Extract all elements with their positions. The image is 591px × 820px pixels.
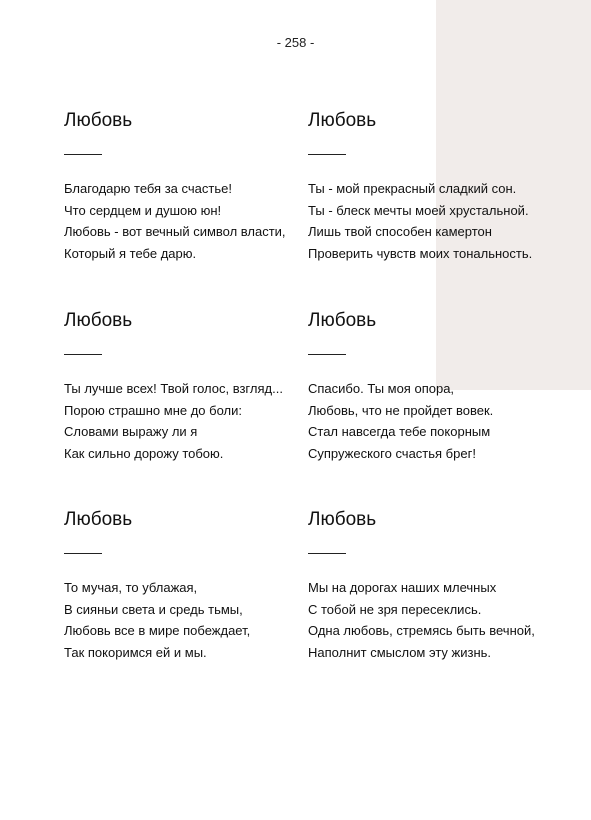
- poem-line: Благодарю тебя за счастье!: [64, 181, 232, 196]
- poem-block: [308, 310, 558, 464]
- poem-line: В сияньи света и средь тьмы,: [64, 601, 243, 617]
- poem-block: [64, 110, 314, 264]
- poem-line: Лишь твой способен камертон: [308, 224, 492, 239]
- page-number: - 258 -: [276, 35, 315, 50]
- poem-line: Любовь - вот вечный символ власти,: [64, 224, 286, 239]
- poem-block: [308, 509, 558, 663]
- poem-line: Ты - блеск мечты моей хрустальной.: [308, 202, 529, 218]
- poem-line: Который я тебе дарю.: [64, 245, 197, 261]
- poem-stanza: [64, 378, 314, 464]
- poem-line: Мы на дорогах наших млечных: [308, 580, 497, 595]
- poem-title: Любовь: [64, 310, 133, 331]
- poem-line: Наполнит смыслом эту жизнь.: [308, 644, 492, 660]
- title-divider: [64, 154, 102, 155]
- poem-line: Ты - мой прекрасный сладкий сон.: [308, 181, 517, 196]
- poem-block: [308, 110, 558, 264]
- title-divider: [308, 354, 346, 355]
- poem-line: Порою страшно мне до боли:: [64, 402, 242, 418]
- poem-line: Стал навсегда тебе покорным: [308, 424, 491, 439]
- poem-stanza: [308, 178, 558, 264]
- poem-stanza: [308, 378, 558, 464]
- poem-line: Любовь, что не пройдет вовек.: [308, 402, 494, 418]
- poem-stanza: [64, 178, 314, 264]
- poem-title: Любовь: [64, 110, 133, 131]
- poem-title: Любовь: [308, 310, 377, 331]
- poem-title: Любовь: [64, 509, 133, 530]
- title-divider: [308, 553, 346, 554]
- poem-line: Одна любовь, стремясь быть вечной,: [308, 623, 535, 638]
- title-divider: [308, 154, 346, 155]
- poem-title: Любовь: [308, 110, 377, 131]
- poem-line: Супружеского счастья брег!: [308, 445, 476, 461]
- poem-line: Спасибо. Ты моя опора,: [308, 381, 455, 396]
- poem-line: Так покоримся ей и мы.: [64, 644, 207, 660]
- title-divider: [64, 354, 102, 355]
- poem-line: Словами выражу ли я: [64, 424, 198, 439]
- poem-line: То мучая, то ублажая,: [64, 580, 198, 595]
- poem-block: [64, 509, 314, 663]
- title-divider: [64, 553, 102, 554]
- poem-block: [64, 310, 314, 464]
- poem-line: Как сильно дорожу тобою.: [64, 445, 224, 461]
- poem-line: Ты лучше всех! Твой голос, взгляд...: [64, 381, 283, 396]
- poem-stanza: [64, 577, 314, 663]
- poem-stanza: [308, 577, 558, 663]
- poem-line: Проверить чувств моих тональность.: [308, 245, 533, 261]
- poem-line: Что сердцем и душою юн!: [64, 202, 222, 218]
- poem-title: Любовь: [308, 509, 377, 530]
- poem-line: С тобой не зря пересеклись.: [308, 601, 482, 617]
- poem-line: Любовь все в мире побеждает,: [64, 623, 251, 638]
